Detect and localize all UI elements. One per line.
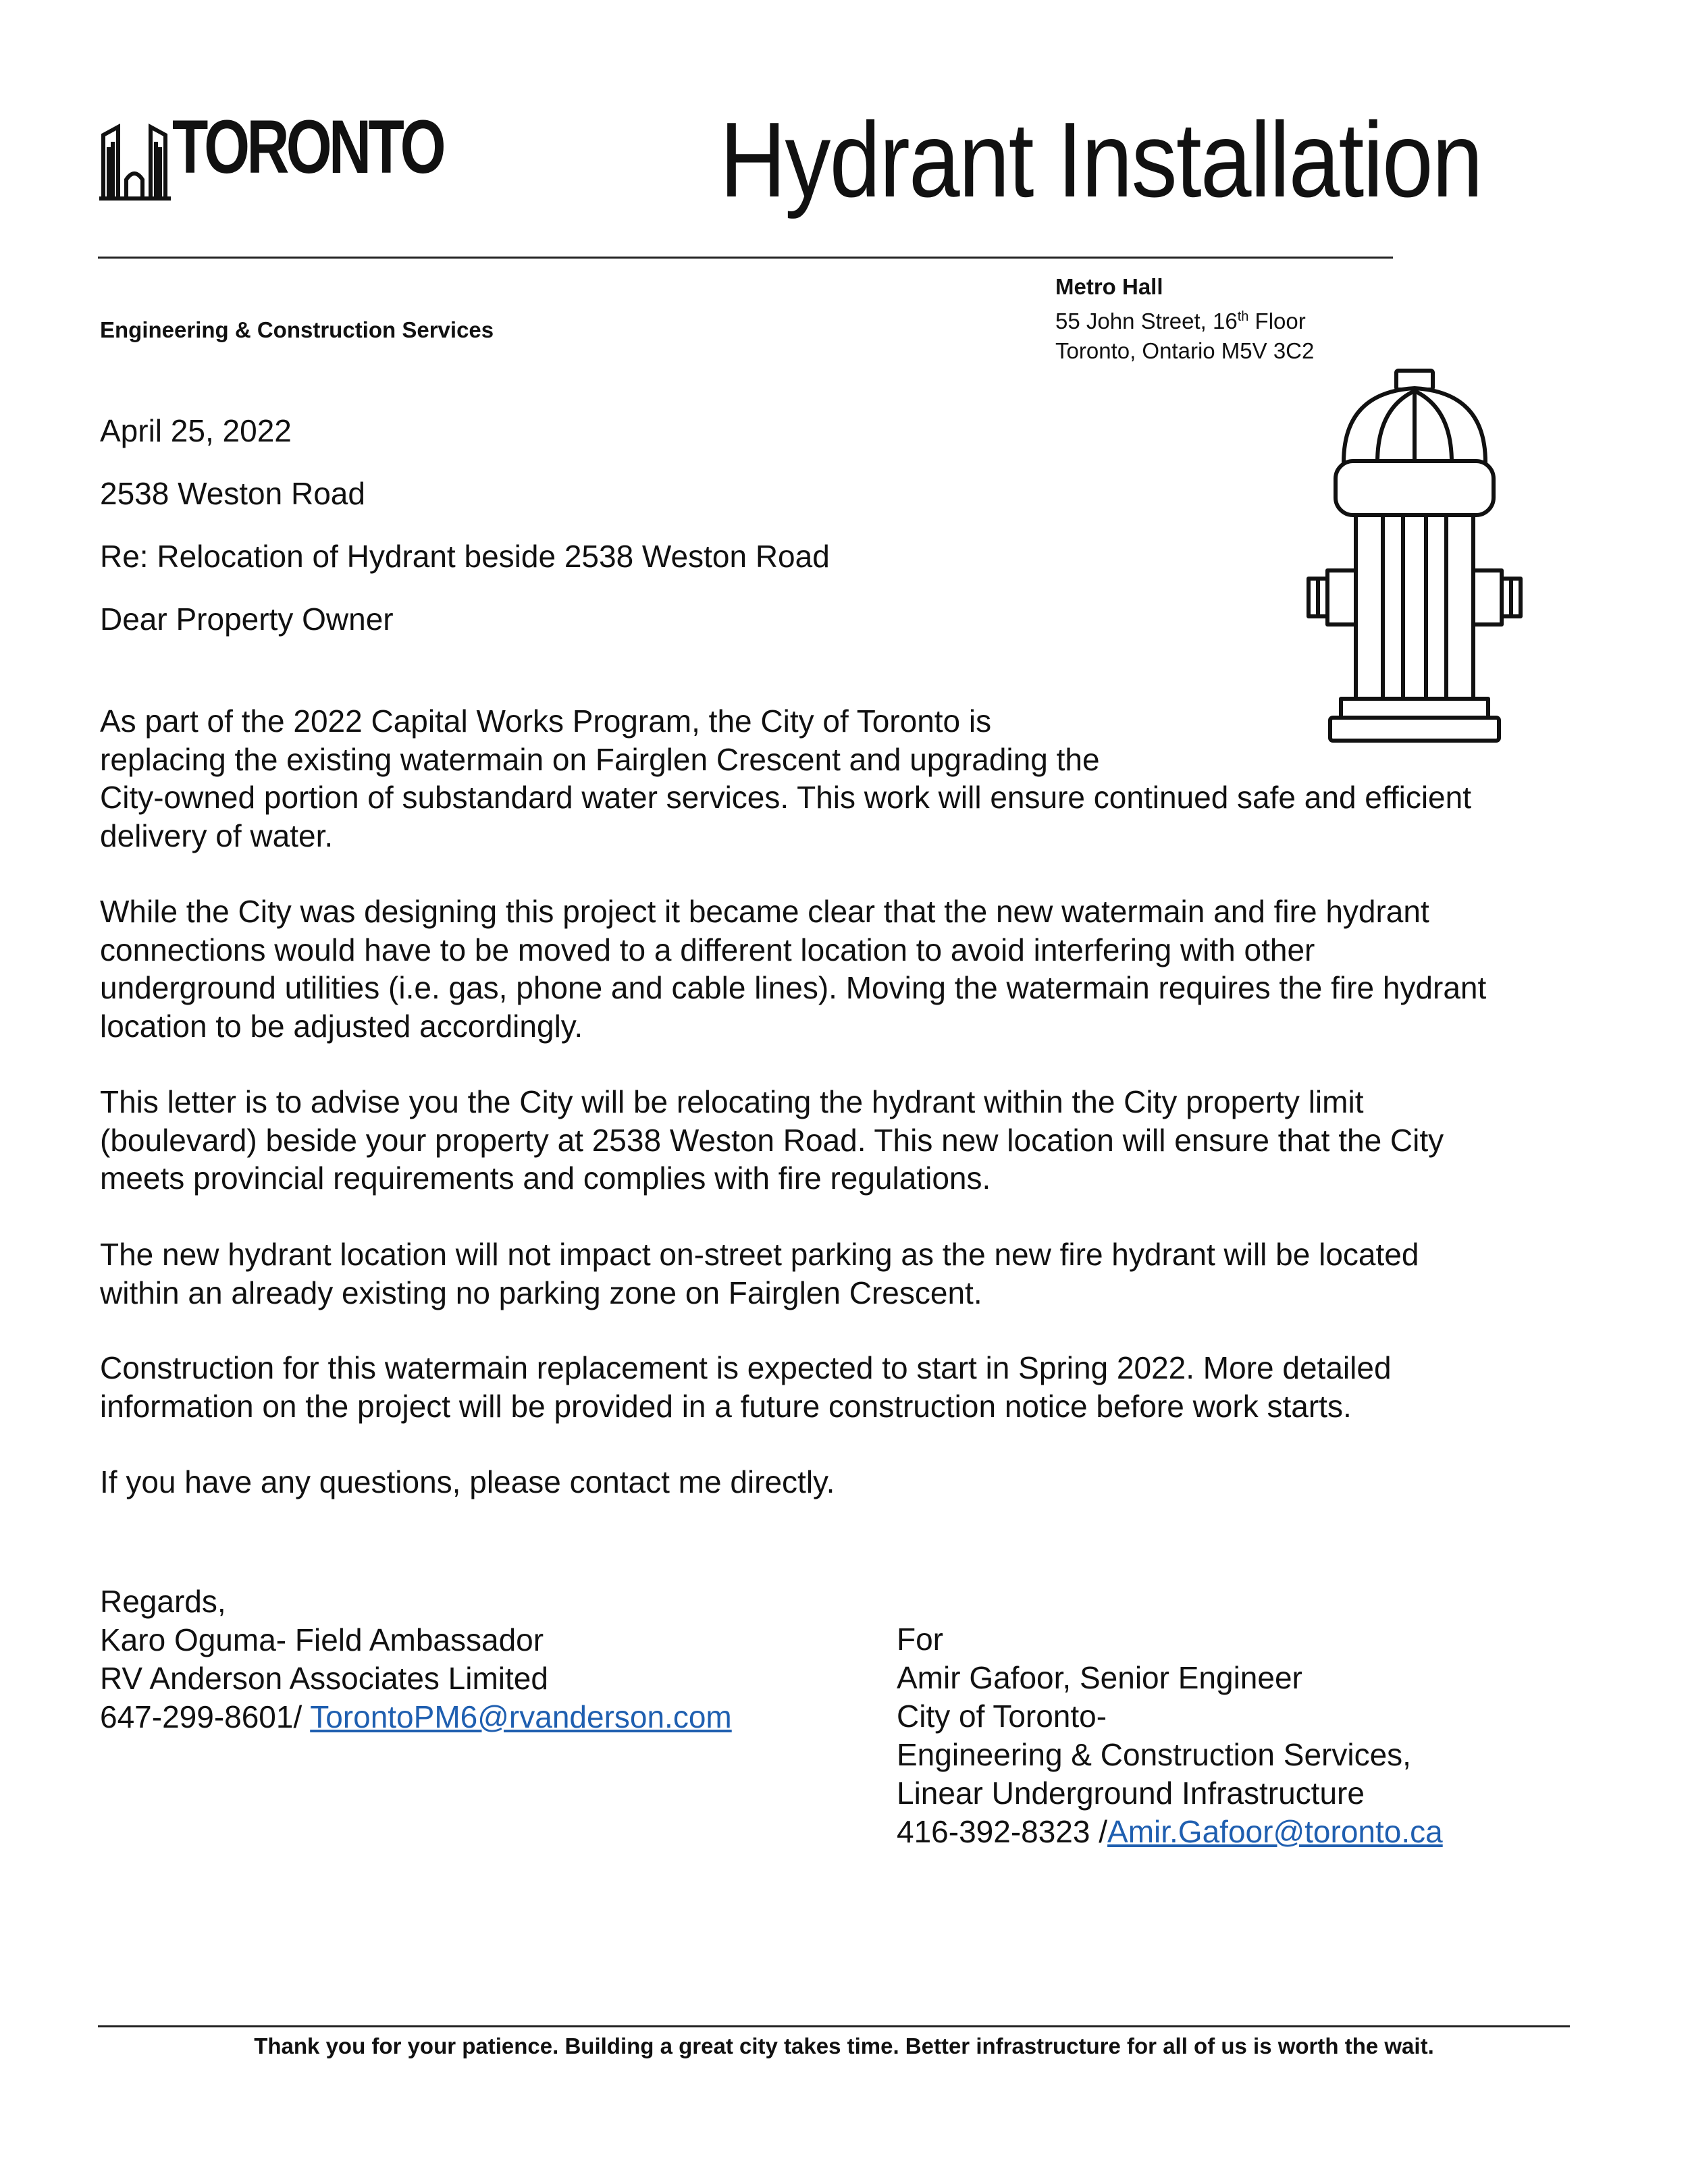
office-address: [1055, 272, 1314, 366]
letter-date: April 25, 2022: [100, 413, 292, 448]
sender-contact: [100, 1698, 732, 1736]
signature-left: [100, 1582, 732, 1736]
fire-hydrant-icon: [1303, 368, 1526, 746]
address-street: 55 John Street, 16th Floor: [1055, 309, 1306, 334]
page-title: Hydrant Installation: [720, 101, 1482, 219]
letter-subject: Re: Relocation of Hydrant beside 2538 Weston Road: [100, 539, 830, 574]
engineer-org: City of Toronto-: [897, 1699, 1107, 1734]
engineer-name: Amir Gafoor, Senior Engineer: [897, 1660, 1302, 1695]
footer-tagline: Thank you for your patience. Building a great city takes time. Better infrastructure for all of us is worth the wait.: [254, 2033, 1434, 2058]
body-paragraph-2: While the City was designing this project it became clear that the new watermain and fire hydrant connections would have to be moved to a different location to avoid interfering with other underground utilities (i.e. gas, phone and cable lines). Moving the watermain requires the fire hydrant location to be adjusted accordingly.: [100, 894, 1487, 1044]
address-city: Toronto, Ontario M5V 3C2: [1055, 338, 1315, 363]
department-name: Engineering & Construction Services: [100, 317, 494, 342]
address-building: Metro Hall: [1055, 274, 1163, 299]
body-paragraph-5: Construction for this watermain replacement is expected to start in Spring 2022. More detailed information on the project will be provided in a future construction notice before work starts.: [100, 1350, 1392, 1424]
sender-email-link[interactable]: TorontoPM6@rvanderson.com: [310, 1699, 732, 1734]
footer-divider: [98, 2025, 1570, 2027]
header-divider: [98, 257, 1393, 259]
engineer-email-link[interactable]: Amir.Gafoor@toronto.ca: [1107, 1814, 1443, 1849]
engineer-phone: 416-392-8323 /: [897, 1814, 1108, 1849]
engineer-unit: Linear Underground Infrastructure: [897, 1776, 1365, 1811]
sender-name: Karo Oguma- Field Ambassador: [100, 1622, 544, 1657]
body-paragraph-6: If you have any questions, please contact me directly.: [100, 1464, 835, 1499]
body-paragraph-4: The new hydrant location will not impact on-street parking as the new fire hydrant will be located within an already existing no parking zone on Fairglen Crescent.: [100, 1237, 1419, 1310]
body-paragraph-3: This letter is to advise you the City will be relocating the hydrant within the City property limit (boulevard) beside your property at 2538 Weston Road. This new location will ensure that the City meets provincial requirements and complies with fire regulations.: [100, 1084, 1444, 1196]
recipient-address: 2538 Weston Road: [100, 476, 365, 511]
logo-wordmark: TORONTO: [172, 105, 443, 189]
sender-phone: 647-299-8601/: [100, 1699, 311, 1734]
for-label: For: [897, 1622, 943, 1657]
closing: Regards,: [100, 1584, 226, 1619]
signature-right: [897, 1620, 1443, 1851]
body-paragraph-1: As part of the 2022 Capital Works Program, the City of Toronto is replacing the existing watermain on Fairglen Crescent and upgrading the City-owned portion of substandard water services. This work will ensure continued safe and efficient delivery of water.: [100, 703, 1472, 853]
engineer-contact: [897, 1813, 1443, 1851]
letter-salutation: Dear Property Owner: [100, 602, 394, 637]
toronto-logo: [98, 100, 443, 201]
toronto-city-hall-icon: [98, 100, 172, 201]
sender-company: RV Anderson Associates Limited: [100, 1661, 548, 1696]
engineer-division: Engineering & Construction Services,: [897, 1737, 1411, 1772]
